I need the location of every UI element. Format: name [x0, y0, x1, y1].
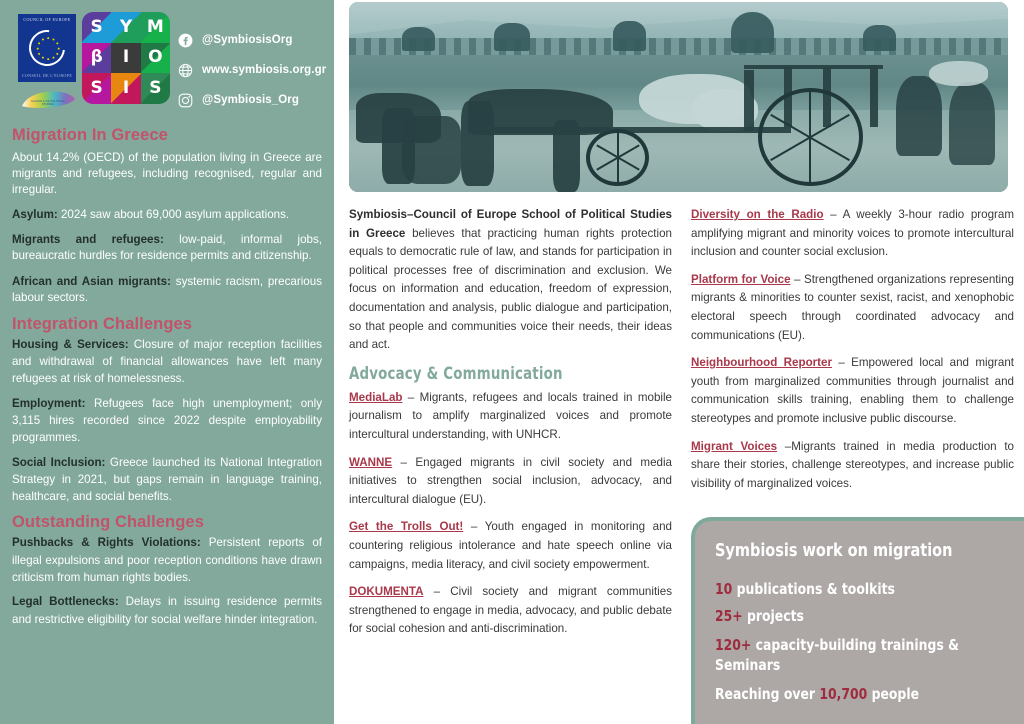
statistics-item — [715, 606, 999, 626]
social-label-facebook: @SymbiosisOrg — [202, 34, 293, 46]
globe-icon — [178, 63, 193, 78]
symbiosis-logo-letter: M — [146, 16, 164, 37]
program-description: – Empowered local and migrant youth from marginalized communities through journalist and communication skills training, enabling them to challenge stereotypes and promote inclusive public discourse. — [691, 356, 1014, 425]
organisation-intro-lead: Symbiosis–Council of Europe School of Political Studies in Greece — [349, 208, 672, 240]
advocacy-section-heading: Advocacy & Communication — [349, 363, 563, 383]
statistics-item-number: 10 — [715, 580, 733, 598]
program-description: – Youth engaged in monitoring and countering religious intolerance and hate speech online via campaigns, media literacy, and civil society empowerment. — [349, 520, 672, 571]
symbiosis-logo-letter: Y — [119, 16, 133, 37]
paragraph-lead: African and Asian migrants: — [12, 274, 171, 288]
symbiosis-logo-cell — [82, 12, 111, 43]
left-section-paragraph — [12, 207, 322, 223]
photo-duotone-overlay — [349, 2, 1008, 192]
left-section-paragraph — [12, 150, 322, 198]
middle-programs-list — [349, 389, 672, 639]
statistics-reach-number: 10,700 — [819, 685, 868, 703]
program-entry — [691, 354, 1014, 428]
paragraph-text: Closure of major reception facilities and withdrawal of financial allowances have left many refugees at risk of homelessness. — [12, 337, 322, 386]
statistics-item — [715, 579, 999, 599]
paragraph-lead: Asylum: — [12, 208, 58, 222]
left-section-heading: Migration In Greece — [12, 126, 168, 144]
social-item-instagram[interactable] — [178, 87, 340, 113]
symbiosis-logo-letter: S — [90, 16, 103, 37]
paragraph-lead: Migrants and refugees: — [12, 233, 164, 247]
left-section-heading: Integration Challenges — [12, 314, 193, 333]
left-sidebar-panel — [0, 0, 334, 724]
program-description: – Engaged migrants in civil society and media initiatives to strengthen social inclusion, advocacy, and intercultural dialogue (EU). — [349, 455, 672, 506]
left-section-paragraph — [12, 336, 322, 388]
eu-stars-icon — [36, 37, 59, 60]
symbiosis-logo-cell — [141, 43, 170, 74]
social-label-website: www.symbiosis.org.gr — [202, 64, 327, 76]
statistics-item-label: projects — [742, 607, 804, 625]
paragraph-lead: Housing & Services: — [12, 337, 129, 351]
council-of-europe-logo — [18, 14, 78, 106]
statistics-item — [715, 635, 999, 675]
left-section-paragraph — [12, 232, 322, 264]
statistics-reach — [715, 684, 999, 704]
instagram-icon — [178, 93, 193, 108]
symbiosis-logo-cell — [82, 73, 111, 104]
schools-arc-icon — [20, 86, 78, 112]
symbiosis-logo-letter: I — [122, 78, 130, 99]
program-entry — [349, 583, 672, 639]
paragraph-lead: Employment: — [12, 396, 86, 410]
symbiosis-logo-letter: S — [90, 78, 103, 99]
statistics-box — [691, 517, 1024, 724]
left-section-paragraph — [12, 454, 322, 506]
program-description: – A weekly 3-hour radio program amplifying migrant and minority voices to promote intercultural inclusion and counter social exclusion. — [691, 208, 1014, 259]
brand-header — [10, 0, 327, 118]
left-section-paragraph — [12, 593, 322, 628]
program-description: – Strengthened organizations representing migrants & minorities to counter sexist, racist, and xenophobic electoral speech through coordinated advocacy and communications (EU). — [691, 272, 1014, 342]
symbiosis-logo-cell — [111, 73, 140, 104]
program-name-link[interactable]: Migrant Voices — [691, 439, 778, 453]
paragraph-lead: Legal Bottlenecks: — [12, 595, 119, 609]
right-programs-list — [691, 206, 1014, 493]
paragraph-text: Persistent reports of illegal expulsions and poor reception conditions have drawn criticism from human rights bodies. — [12, 536, 322, 585]
paragraph-text: Delays in issuing residence permits and restrictive eligibility for social welfare hinder integration. — [12, 595, 322, 626]
paragraph-text: systemic racism, precarious labour sectors. — [12, 274, 322, 304]
coe-e-icon — [22, 23, 73, 74]
social-label-instagram: @Symbiosis_Org — [202, 94, 299, 106]
left-section-heading: Outstanding Challenges — [12, 513, 204, 532]
paragraph-text: Greece launched its National Integration Strategy in 2021, but gaps remain in language training, healthcare, and social benefits. — [12, 455, 322, 504]
program-description: – Migrants, refugees and locals trained in mobile journalism to amplify marginalized voices and promote intercultural understanding, with UNHCR. — [349, 390, 672, 441]
statistics-reach-suffix: people — [867, 685, 920, 703]
organisation-intro-text: believes that practicing human rights protection equals to democratic rule of law, and stands for participation in political processes free of discrimination and exclusion. We focus on information and education, freedom of expression, documentation and analysis, public dialogue and participation, so that people and communities voice their needs, their ideas and act. — [349, 226, 672, 352]
symbiosis-logo-cell — [111, 43, 140, 74]
paragraph-lead: Pushbacks & Rights Violations: — [12, 536, 201, 550]
left-section-paragraph — [12, 395, 322, 447]
paragraph-lead: Social Inclusion: — [12, 455, 106, 469]
symbiosis-logo-cell — [82, 43, 111, 74]
symbiosis-logo-letter: S — [149, 78, 162, 99]
program-name-link[interactable]: Neighbourhood Reporter — [691, 356, 832, 370]
symbiosis-logo-letter: I — [122, 47, 130, 68]
statistics-item-label: publications & toolkits — [732, 580, 895, 598]
program-description: – Civil society and migrant communities strengthened to engage in media, advocacy, and public debate for social cohesion and anti-discrimination. — [349, 585, 672, 636]
header-photograph — [349, 2, 1008, 192]
social-item-facebook[interactable] — [178, 27, 340, 53]
left-section-paragraph — [12, 534, 322, 586]
program-name-link[interactable]: MediaLab — [349, 390, 403, 404]
statistics-item-number: 120+ — [715, 636, 752, 654]
facebook-icon — [178, 33, 193, 48]
symbiosis-logo-grid — [82, 12, 170, 104]
left-section-paragraph — [12, 274, 322, 306]
statistics-reach-prefix: Reaching over — [715, 685, 820, 703]
coe-bottom-label: CONSEIL DE L'EUROPE — [21, 73, 73, 78]
symbiosis-logo — [82, 12, 170, 104]
program-entry — [691, 206, 1014, 262]
social-links — [178, 27, 340, 117]
program-name-link[interactable]: Platform for Voice — [691, 272, 791, 286]
coe-emblem-box — [18, 14, 76, 82]
symbiosis-logo-cell — [141, 73, 170, 104]
social-item-website[interactable] — [178, 57, 340, 83]
program-entry — [349, 454, 672, 510]
schools-arc-caption: SCHOOLS OF POLITICAL STUDIES — [31, 100, 65, 106]
left-content-sections — [10, 126, 324, 628]
organisation-intro-paragraph — [349, 206, 672, 355]
program-name-link[interactable]: Get the Trolls Out! — [349, 520, 464, 534]
program-name-link[interactable]: WANNE — [349, 455, 393, 469]
middle-column — [349, 206, 672, 648]
right-column — [691, 206, 1014, 502]
symbiosis-logo-cell — [111, 12, 140, 43]
statistics-item-label: capacity-building trainings & Seminars — [715, 636, 959, 674]
paragraph-text: low-paid, informal jobs, bureaucratic hurdles for residence permits and citizenship. — [12, 233, 322, 263]
program-entry — [691, 271, 1014, 345]
statistics-title: Symbiosis work on migration — [715, 541, 953, 561]
program-description: –Migrants trained in media production to share their stories, challenge stereotypes, and increase public visibility of marginalized voices. — [691, 439, 1014, 490]
symbiosis-logo-letter: O — [148, 47, 163, 68]
statistics-item-number: 25+ — [715, 607, 743, 625]
program-entry — [691, 438, 1014, 494]
statistics-items — [715, 579, 1024, 675]
program-name-link[interactable]: DOKUMENTA — [349, 585, 424, 599]
paragraph-text: 2024 saw about 69,000 asylum applications. — [57, 208, 290, 222]
symbiosis-logo-letter: β — [90, 47, 103, 68]
program-entry — [349, 389, 672, 445]
program-entry — [349, 518, 672, 574]
paragraph-text: About 14.2% (OECD) of the population living in Greece are migrants and refugees, including recognised, regular and irregular. — [12, 151, 322, 197]
coe-top-label: COUNCIL OF EUROPE — [23, 17, 71, 22]
paragraph-text: Refugees face high unemployment; only 3,115 hires recorded since 2022 despite employability programmes. — [12, 396, 322, 445]
symbiosis-logo-cell — [141, 12, 170, 43]
program-name-link[interactable]: Diversity on the Radio — [691, 208, 824, 221]
